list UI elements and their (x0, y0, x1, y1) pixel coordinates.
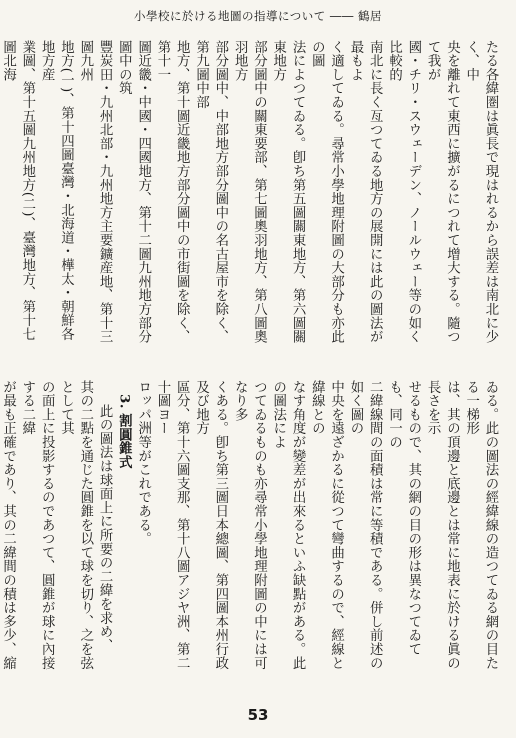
text-line: 圖近畿・中國・四國地方、第十二圖九州地方部分圖中の筑 (116, 40, 151, 344)
running-header: 小學校に於ける地圖の指導について ―― 鶴居 (133, 9, 383, 23)
text-line: なす角度が變差が出來るといふ缺點がある。此の圖法によ (270, 380, 306, 670)
section-heading: 3. 割圓錐式 (116, 394, 133, 470)
text-line: の面上に投影するのであつて、圓錐が球に內接する二緯 (19, 380, 55, 670)
text-line: せるもので、其の網の目の形は異なつてゐても、同一の (386, 380, 421, 656)
text-line: 業圖、第十五圖九州地方(二)、臺灣地方、第十七圖北海 (0, 40, 35, 342)
text-line: たる各緯圏は眞長で現はれるから誤差は南北に少く、中 (463, 40, 498, 344)
text-line: 部分圖中の關東要部、第七圖奧羽地方、第八圖奧羽地方 (232, 40, 267, 344)
text-line: 國・チリ・スウェーデン、ノールウェー等の如く比較的 (386, 40, 421, 344)
text-line: 南北に長く亙つてゐる地方の展開には此の圖法が最もよ (347, 40, 383, 344)
text-column-upper (0, 40, 500, 351)
text-line: く適してゐる。尋常小學地理附圖の大部分も亦此の圖 (309, 40, 344, 344)
text-line: つてゐるものも亦尋常小學地理附圖の中には可なり多 (232, 380, 267, 670)
text-line: 地方(一)、第十四圖臺灣・北海道・樺太・朝鮮各地方産 (39, 40, 74, 342)
text-line: 地方、第十圖近畿地方部分圖中の市街圖を除く、第十一 (154, 40, 190, 344)
text-column-lower (0, 380, 500, 672)
text-line: は、其の頂邊と底邊とは常に地表に於ける眞の長さを示 (425, 380, 460, 670)
text-line: 部分圖中、中部地方部分圖中の名古屋市を除く、第九圖中部 (193, 40, 228, 344)
text-line: 豐炭田・九州北部・九州地方主要鑛産地、第十三圖九州 (77, 40, 113, 344)
text-line: ロッパ洲等がこれである。 (135, 380, 151, 546)
text-line: くある。卽ち第三圖日本總圖、第四圖本州行政及び地方 (193, 380, 228, 670)
text-line: が最も正確であり、其の二緯間の積は多少、縮 (0, 380, 16, 670)
text-line: ゐる。此の圖法の經緯線の造つてゐる網の目たる一梯形 (463, 380, 498, 670)
text-line: 此の圖法は球面上に所要の二緯を求め、 (97, 404, 113, 653)
page-number: 53 (247, 706, 269, 724)
text-line: 法によつてゐる。卽ち第五圖關東地方、第六圖關東地方 (270, 40, 306, 344)
text-line: 中央を遠ざかるに從つて彎曲するので、經線と緯線との (309, 380, 344, 670)
text-line: 央を離れて東西に擴がるにつれて增大する。隨つて我が (425, 40, 460, 344)
text-line: 二緯線間の面積は常に等積である。併し前述の如く圖の (347, 380, 383, 670)
text-line: 區分、第十六圖支那、第十八圖アジヤ洲、第二十圖ヨー (154, 380, 190, 670)
text-line: 其の二點を通じた圓錐を以て球を切り、之を弦として其 (58, 380, 93, 670)
